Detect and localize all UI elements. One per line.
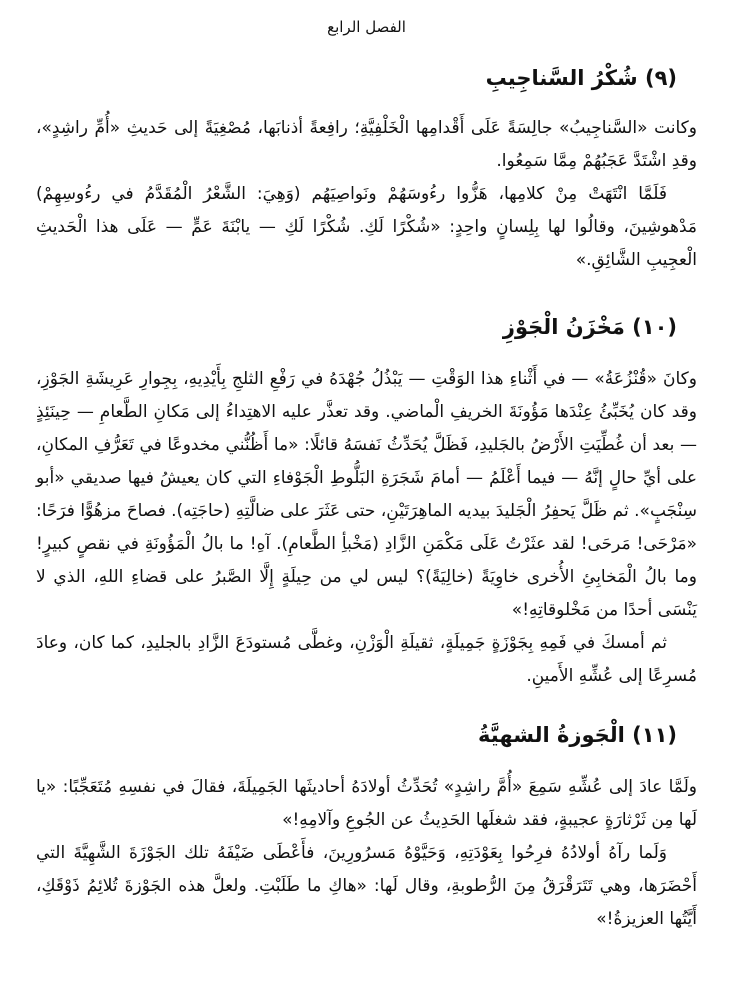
- section-heading-10: (١٠) مَخْزَنُ الْجَوْزِ: [502, 315, 677, 339]
- paragraph: وكانت «السَّناجِيبُ» جالِسَةً عَلَى أَقْدامِها الْخَلْفِيَّةِ؛ رافِعةً أذنابَها، مُصْغِيَةً إلى حَديثِ «أُمِّ راشِدٍ»، وقدِ اشْتَدَّ عَجَبُهُمْ مِمَّا سَمِعُوا.: [36, 118, 697, 171]
- running-header: الفصل الرابع: [327, 18, 406, 36]
- section-heading-11: (١١) الْجَوزةُ الشهيَّةُ: [478, 723, 677, 747]
- paragraph: وكانَ «قُنْزُعَةُ» — في أَثْناءِ هذا الوَقْتِ — يَبْذُلُ جُهْدَهُ في رَفْعِ الثلجِ بِأَيْدِيهِ، بِجِوارِ عَرِيشَةِ الجَوْزِ، وقد كان يُخَبِّئُ عِنْدَها مَؤُونَةَ الخريفِ الْماضي. وقد تعذَّر عليه الاهتِداءُ إلى مَكانِ الطَّعامِ — حِينَئِذٍ — بعد أن غُطِّيَتِ الأَرْضُ بالجَليدِ، فَظَلَّ يُحَدِّثُ نَفسَهُ قائلًا: «ما أَظُنُّني مخدوعًا في تَعَرُّفِ المكانِ، على أيِّ حالٍ إنَّهُ — فيما أَعْلَمُ — أمامَ شَجَرَةِ البَلُّوطِ الْجَوْفاءِ التي كان يعيشُ فيها صديقي «أبو سِنْجَبٍ». ثم ظَلَّ يَحفِرُ الْجَليدَ بيديه الماهِرَتَيْنِ، حتى عَثَرَ على ضالَّتِهِ (حاجَتِه). فصاحَ مزهُوًّا فرَحًا: «مَرْحَى! مَرحَى! لقد عثَرْتُ عَلَى مَكْمَنِ الزَّادِ (مَخْبأِ الطَّعامِ). آهِ! ما بالُ الْمَؤُونَةِ في نقصٍ كبيرٍ! وما بالُ الْمَخابِئِ الأُخرى خاوِيَةً (خالِيَةً)؟ ليس لي من حِيلَةٍ إِلَّا الصَّبرُ على قضاءِ اللهِ، الذي لا يَنْسَى أحدًا من مَخْلوقاتِهِ!»: [36, 369, 697, 620]
- paragraph: ولَمَّا عادَ إلى عُشِّهِ سَمِعَ «أُمَّ راشِدٍ» تُحَدِّثُ أولادَهُ أحاديثَها الجَمِيلَةَ، فقالَ في نفسِهِ مُتَعَجِّبًا: «يا لَها مِن ثَرْثارَةٍ عجيبةٍ، فقد شغلَها الحَدِيثُ عن الجُوعِ وآلامِهِ!»: [36, 777, 697, 830]
- section-heading-9: (٩) شُكْرُ السَّناجِيبِ: [485, 66, 677, 90]
- paragraph: وَلَما رآهُ أولادُهُ فرِحُوا بِعَوْدَتِهِ، وَحَيَّوْهُ مَسرُورِينَ، فأَعْطَى ضَيْفَهُ تلك الجَوْزَةَ الشَّهِيَّةَ التي أَحْضَرَها، وهي تَتَرَقْرَقُ مِنَ الرُّطوبةِ، وقال لَها: «هاكِ ما طَلَبْتِ. ولعلَّ هذه الجَوْزةَ تُلائِمُ ذَوْقَكِ، أَيَّتُها العزيزةُ!»: [36, 843, 697, 929]
- paragraph: فَلَمَّا انْتَهَتْ مِنْ كلامِها، هَزُّوا رءُوسَهُمْ ونَواصِيَهُم (وَهِيَ: الشَّعْرُ الْمُقَدَّمُ في رءُوسِهِمْ) مَدْهوشِينَ، وقالُوا لها بِلِسانٍ واحِدٍ: «شُكْرًا لَكِ. شُكْرًا لَكِ — يابْنَةَ عَمٍّ — عَلَى هذا الْحَديثِ الْعجِيبِ الشَّائِقِ.»: [36, 184, 697, 270]
- book-page: [36, 0, 697, 936]
- paragraph: ثم أمسكَ في فَمِهِ بِجَوْزَةٍ جَمِيلَةٍ، ثقيلَةِ الْوَزْنِ، وغطَّى مُستودَعَ الزَّادِ بالجليدِ، كما كان، وعادَ مُسرِعًا إلى عُشِّهِ الأَمينِ.: [36, 633, 697, 686]
